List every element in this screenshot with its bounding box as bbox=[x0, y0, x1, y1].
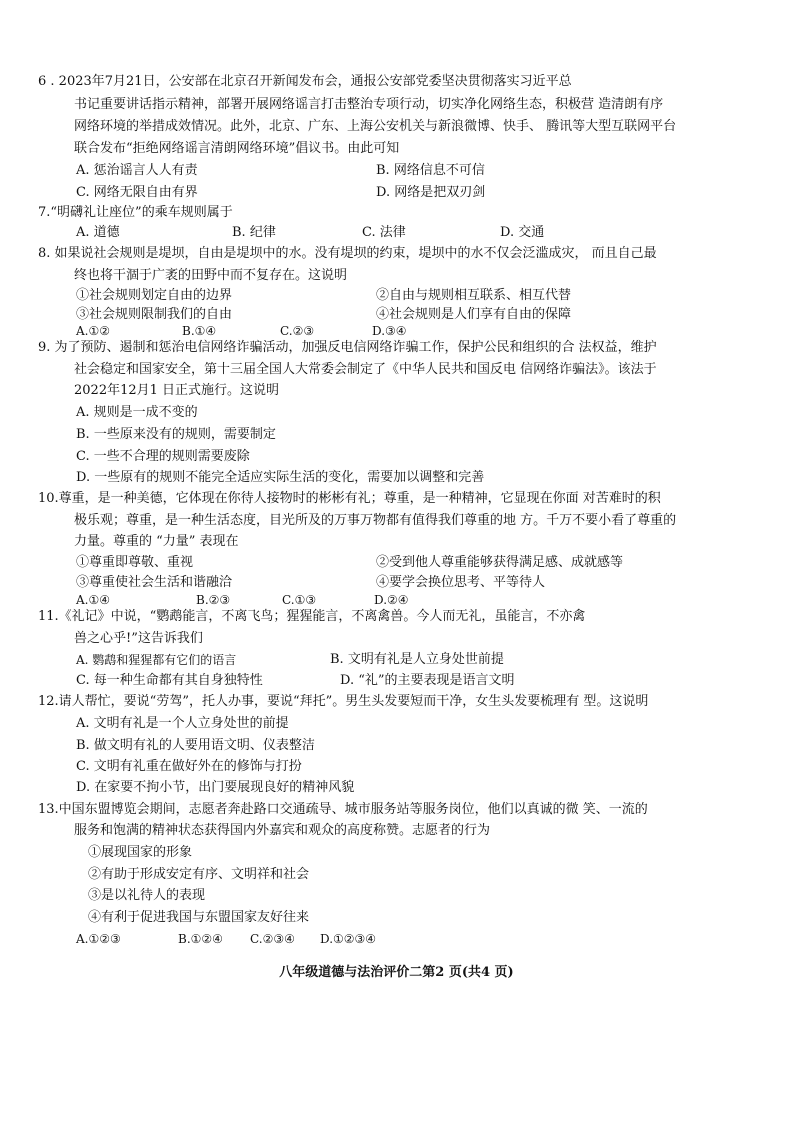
option-d: D. “礼”的主要表现是语言文明 bbox=[340, 673, 515, 688]
option-b: B.①④ bbox=[182, 324, 217, 338]
option-d: D. 在家要不拘小节，出门要展现良好的精神风貌 bbox=[76, 780, 355, 795]
option-d: D.①②③④ bbox=[320, 932, 377, 946]
question-stem-line: 服务和饱满的精神状态获得国内外嘉宾和观众的高度称赞。志愿者的行为 bbox=[74, 823, 491, 838]
option-c: C. 文明有礼重在做好外在的修饰与打扮 bbox=[76, 759, 302, 774]
question-stem-line: 8. 如果说社会规则是堤坝，自由是堤坝中的水。没有堤坝的约束，堤坝中的水不仅会泛滥成灾， 而且自己最 bbox=[38, 246, 657, 261]
option-b: B. 纪律 bbox=[232, 225, 276, 240]
question-stem-line: 6 . 2023年7月21日，公安部在北京召开新闻发布会，通报公安部党委坚决贯彻落实习近平总 bbox=[38, 74, 572, 89]
statement-2: ②自由与规则相互联系、相互代替 bbox=[376, 288, 572, 303]
statement-1: ①社会规则划定自由的边界 bbox=[76, 288, 233, 303]
option-a: A.①②③ bbox=[76, 932, 121, 946]
option-b: B.①②④ bbox=[178, 932, 223, 946]
question-stem-line: 网络环境的举措成效情况。此外，北京、广东、上海公安机关与新浪微博、快手、 腾讯等大型互联网平台 bbox=[74, 119, 677, 134]
question-stem-line: 9. 为了预防、遏制和惩治电信网络诈骗活动，加强反电信网络诈骗工作，保护公民和组织的合 法权益，维护 bbox=[38, 340, 657, 355]
question-stem-line: 11.《礼记》中说，“鹦鹉能言，不离飞鸟；猩猩能言，不离禽兽。今人而无礼，虽能言，不亦禽 bbox=[38, 609, 586, 624]
option-d: D.②④ bbox=[374, 593, 409, 607]
statement-4: ④要学会换位思考、平等待人 bbox=[376, 575, 546, 590]
option-c: C. 网络无限自由有界 bbox=[76, 185, 198, 200]
option-d: D.③④ bbox=[372, 324, 407, 338]
statement-2: ②有助于形成安定有序、文明祥和社会 bbox=[88, 867, 310, 882]
option-a: A. 鹦鹉和猩猩都有它们的语言 bbox=[76, 653, 237, 667]
statement-2: ②受到他人尊重能够获得满足感、成就感等 bbox=[376, 555, 624, 570]
option-a: A.①② bbox=[76, 324, 110, 338]
option-a: A.①④ bbox=[76, 593, 110, 607]
statement-1: ①展现国家的形象 bbox=[88, 845, 193, 860]
option-c: C.②③④ bbox=[250, 932, 295, 946]
option-a: A. 规则是一成不变的 bbox=[76, 405, 198, 420]
statement-1: ①尊重即尊敬、重视 bbox=[76, 555, 194, 570]
question-stem-line: 极乐观；尊重，是一种生活态度，目光所及的万事万物都有值得我们尊重的地 方。千万不要小看了尊重的 bbox=[74, 513, 677, 528]
option-b: B. 文明有礼是人立身处世前提 bbox=[330, 652, 504, 667]
question-stem-line: 13.中国东盟博览会期间，志愿者奔赴路口交通疏导、城市服务站等服务岗位，他们以真诚的微 笑、一流的 bbox=[38, 802, 648, 817]
question-stem-line: 书记重要讲话指示精神，部署开展网络谣言打击整治专项行动，切实净化网络生态，积极营 造清朗有序 bbox=[74, 97, 664, 112]
option-b: B. 一些原来没有的规则，需要制定 bbox=[76, 427, 276, 442]
option-b: B. 做文明有礼的人要用语文明、仪表整洁 bbox=[76, 738, 315, 753]
option-b: B.②③ bbox=[196, 593, 231, 607]
question-stem-line: 12.请人帮忙，要说“劳驾”，托人办事，要说“拜托”。男生头发要短而干净，女生头发要梳理有 型。这说明 bbox=[38, 694, 649, 709]
option-c: C.①③ bbox=[282, 593, 317, 607]
question-stem-line: 7.“明礴礼让座位”的乘车规则属于 bbox=[38, 205, 233, 220]
question-stem-line: 10.尊重，是一种美德，它体现在你待人接物时的彬彬有礼；尊重，是一种精神，它显现在你面 对苦难时的积 bbox=[38, 491, 661, 506]
option-c: C.②③ bbox=[280, 324, 315, 338]
option-a: A. 惩治谣言人人有责 bbox=[76, 163, 198, 178]
option-d: D. 网络是把双刃剑 bbox=[376, 185, 486, 200]
option-a: A. 道德 bbox=[76, 225, 120, 240]
question-stem-line: 联合发布“拒绝网络谣言清朗网络环境”倡议书。由此可知 bbox=[74, 141, 400, 156]
question-stem-line: 2022年12月1 日正式施行。这说明 bbox=[74, 383, 280, 398]
statement-3: ③尊重使社会生活和谐融洽 bbox=[76, 575, 233, 590]
option-c: C. 法律 bbox=[362, 225, 406, 240]
option-d: D. 交通 bbox=[500, 225, 545, 240]
option-c: C. 每一种生命都有其自身独特性 bbox=[76, 673, 263, 688]
option-c: C. 一些不合理的规则需要废除 bbox=[76, 449, 250, 464]
statement-4: ④社会规则是人们享有自由的保障 bbox=[376, 307, 572, 322]
statement-3: ③社会规则限制我们的自由 bbox=[76, 307, 233, 322]
page-footer: 八年级道德与法治评价二第2 页(共4 页) bbox=[279, 965, 514, 980]
question-stem-line: 力量。尊重的 “力量” 表现在 bbox=[74, 534, 239, 549]
option-a: A. 文明有礼是一个人立身处世的前提 bbox=[76, 716, 289, 731]
statement-4: ④有利于促进我国与东盟国家友好往来 bbox=[88, 910, 310, 925]
question-stem-line: 兽之心乎!”这告诉我们 bbox=[74, 631, 203, 646]
option-d: D. 一些原有的规则不能完全适应实际生活的变化，需要加以调整和完善 bbox=[76, 470, 485, 485]
question-stem-line: 终也将干涸于广袤的田野中而不复存在。这说明 bbox=[74, 268, 348, 283]
question-stem-line: 社会稳定和国家安全，第十三届全国人大常委会制定了《中华人民共和国反电 信网络诈骗法》。该法于 bbox=[74, 362, 657, 377]
option-b: B. 网络信息不可信 bbox=[376, 163, 485, 178]
statement-3: ③是以礼待人的表现 bbox=[88, 888, 206, 903]
